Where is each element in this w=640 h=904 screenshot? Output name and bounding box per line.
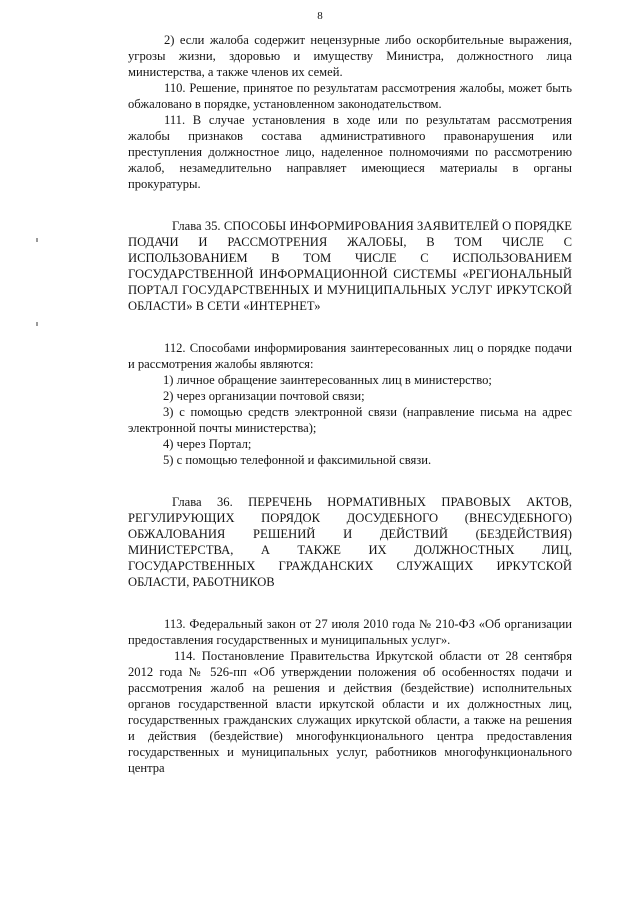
list-item: 2) через организации почтовой связи; — [163, 389, 365, 403]
list-item: 5) с помощью телефонной и факсимильной связи. — [163, 453, 432, 467]
paragraph-111: 111. В случае установления в ходе или по результатам рассмотрения жалобы признаков состава административного правонарушения или преступления должностное лицо, наделенное полномочиями по рассмотрению жалоб, незамедлительно направляет имеющиеся материалы в органы прокуратуры. — [128, 113, 572, 191]
text-body — [128, 32, 572, 776]
list-item: 4) через Портал; — [163, 437, 252, 451]
chapter-36-heading: Глава 36. ПЕРЕЧЕНЬ НОРМАТИВНЫХ ПРАВОВЫХ АКТОВ, РЕГУЛИРУЮЩИХ ПОРЯДОК ДОСУДЕБНОГО (ВНЕСУДЕБНОГО) ОБЖАЛОВАНИЯ РЕШЕНИЙ И ДЕЙСТВИЙ (БЕЗДЕЙСТВИЯ) МИНИСТЕРСТВА, А ТАКЖЕ ИХ ДОЛЖНОСТНЫХ ЛИЦ, ГОСУДАРСТВЕННЫХ ГРАЖДАНСКИХ СЛУЖАЩИХ ИРКУТСКОЙ ОБЛАСТИ, РАБОТНИКОВ — [128, 495, 572, 589]
list-item: 1) личное обращение заинтересованных лиц в министерство; — [163, 373, 492, 387]
list-item: 3) с помощью средств электронной связи (направление письма на адрес электронной почты министерства); — [128, 405, 572, 435]
paragraph-109-item-2: 2) если жалоба содержит нецензурные либо оскорбительные выражения, угрозы жизни, здоровью и имуществу Министра, должностного лица министерства, а также членов их семей. — [128, 33, 572, 79]
paragraph-113: 113. Федеральный закон от 27 июля 2010 года № 210-ФЗ «Об организации предоставления государственных и муниципальных услуг». — [128, 617, 572, 647]
spacer — [128, 192, 572, 218]
paragraph-110: 110. Решение, принятое по результатам рассмотрения жалобы, может быть обжаловано в порядке, установленном законодательством. — [128, 81, 572, 111]
margin-tick — [36, 238, 38, 242]
paragraph-114: 114. Постановление Правительства Иркутской области от 28 сентября 2012 года № 526-пп «Об утверждении положения об особенностях подачи и рассмотрения жалоб на решения и действия (бездействие) исполнительных органов государственной власти иркутской области и их должностных лиц, государственных гражданских служащих иркутской области, а также на решения и действия (бездействие) многофункционального центра предоставления государственных и муниципальных услуг, работников многофункционального центра — [128, 649, 572, 775]
page-number: 8 — [317, 10, 323, 22]
spacer — [128, 314, 572, 340]
paragraph-112: 112. Способами информирования заинтересованных лиц о порядке подачи и рассмотрения жалобы являются: — [128, 341, 572, 371]
chapter-35-heading: Глава 35. СПОСОБЫ ИНФОРМИРОВАНИЯ ЗАЯВИТЕЛЕЙ О ПОРЯДКЕ ПОДАЧИ И РАССМОТРЕНИЯ ЖАЛОБЫ, В ТОМ ЧИСЛЕ С ИСПОЛЬЗОВАНИЕМ В ТОМ ЧИСЛЕ С ИСПОЛЬЗОВАНИЕМ ГОСУДАРСТВЕННОЙ ИНФОРМАЦИОННОЙ СИСТЕМЫ «РЕГИОНАЛЬНЫЙ ПОРТАЛ ГОСУДАРСТВЕННЫХ И МУНИЦИПАЛЬНЫХ УСЛУГ ИРКУТСКОЙ ОБЛАСТИ» В СЕТИ «ИНТЕРНЕТ» — [128, 219, 572, 313]
spacer — [128, 468, 572, 494]
spacer — [128, 590, 572, 616]
margin-tick — [36, 322, 38, 326]
